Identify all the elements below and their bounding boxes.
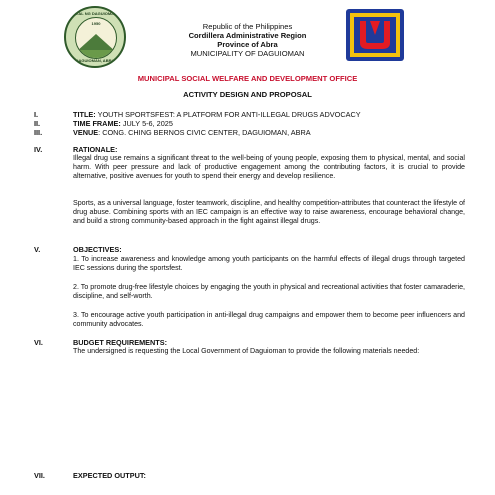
seal-top-text: SEAL NG DAGUIOMAN	[73, 11, 117, 16]
item-label: TITLE:	[73, 110, 96, 119]
seal-year: 1950	[91, 21, 101, 26]
objective-2: 2. To promote drug-free lifestyle choices by engaging the youth in physical and recreational activities that foster camaraderie, discipline, and self-worth.	[73, 283, 465, 301]
item-value: YOUTH SPORTSFEST: A PLATFORM FOR ANTI-ILLEGAL DRUGS ADVOCACY	[95, 110, 361, 119]
header-municipality: MUNICIPALITY OF DAGUIOMAN	[190, 49, 305, 58]
item-value: JULY 5-6, 2025	[120, 119, 173, 128]
expected-output-heading: EXPECTED OUTPUT:	[73, 471, 146, 480]
item-label: VENUE	[73, 128, 99, 137]
objectives-number: V.	[34, 245, 41, 254]
item-label: TIME FRAME:	[73, 119, 121, 128]
item-number: III.	[34, 128, 43, 137]
budget-number: VI.	[34, 338, 43, 347]
rationale-paragraph-2: Sports, as a universal language, foster teamwork, discipline, and healthy competition-attributes that counteract the lifestyle of drug abuse. Combining sports with an IEC campaign is an effective way to raise awareness, encourage behavioral change, and build a strong community-based approach in the fight against illegal drugs.	[73, 199, 465, 226]
header-province: Province of Abra	[217, 40, 278, 49]
rationale-number: IV.	[34, 145, 43, 154]
expected-output-number: VII.	[34, 471, 45, 480]
rationale-heading: RATIONALE:	[73, 145, 118, 154]
objective-3: 3. To encourage active youth participation in anti-illegal drug campaigns and empower them to become peer influencers and community advocates.	[73, 311, 465, 329]
item-value: : CONG. CHING BERNOS CIVIC CENTER, DAGUIOMAN, ABRA	[98, 128, 311, 137]
budget-text: The undersigned is requesting the Local Government of Daguioman to provide the following materials needed:	[73, 347, 420, 355]
rationale-paragraph-1: Illegal drug use remains a significant threat to the well-being of young people, exposing them to physical, mental, and social harm. With peer pressure and lack of productive engagement among the contributing factors, it is crucial to provide alternative, positive avenues for youth to spend their energy and develop resilience.	[73, 154, 465, 181]
item-number: I.	[34, 110, 39, 119]
item-number: II.	[34, 119, 41, 128]
header-republic: Republic of the Philippines	[202, 22, 293, 31]
budget-heading: BUDGET REQUIREMENTS:	[73, 338, 168, 347]
objectives-heading: OBJECTIVES:	[73, 245, 122, 254]
objective-1: 1. To increase awareness and knowledge among youth participants on the harmful effects of illegal drugs through targeted IEC sessions during the sportsfest.	[73, 255, 465, 273]
seal-bottom-text: DAGUIOMAN, ABRA	[75, 58, 115, 63]
header-region: Cordillera Administrative Region	[188, 31, 307, 40]
document-title: ACTIVITY DESIGN AND PROPOSAL	[183, 90, 312, 99]
office-heading: MUNICIPAL SOCIAL WELFARE AND DEVELOPMENT OFFICE	[137, 74, 358, 83]
